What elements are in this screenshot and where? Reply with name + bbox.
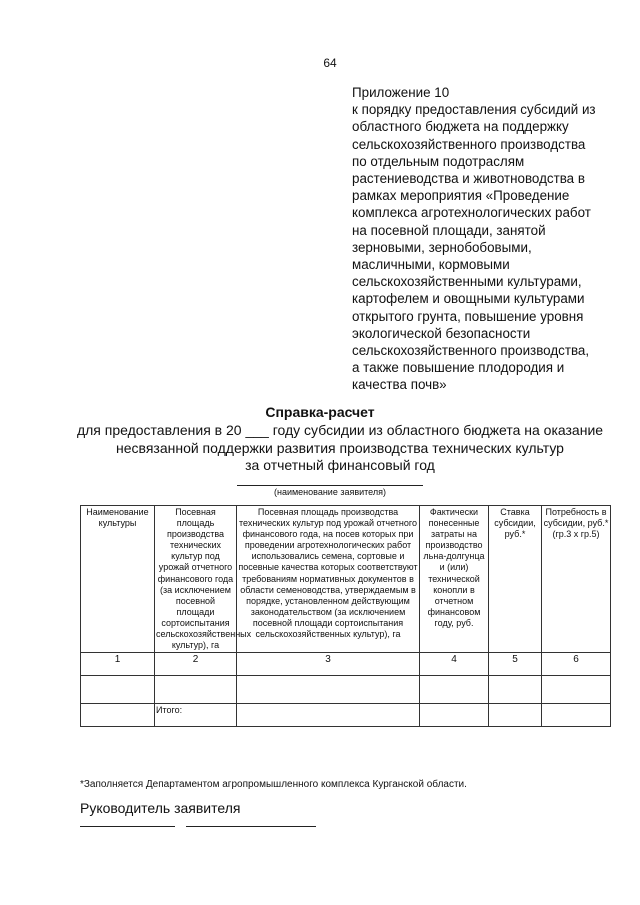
footnote: *Заполняется Департаментом агропромышленного комплекса Курганской области. <box>80 779 467 790</box>
header-cell: Потребность в субсидии, руб.* (гр.3 х гр.5) <box>542 506 611 653</box>
document-title: Справка-расчет <box>265 404 375 420</box>
header-cell: Посевная площадь производства технических культур под урожай отчетного финансового года (за исключением посевной площади сортоиспытания сельскохозяйственных культур), га <box>155 506 237 653</box>
table-cell[interactable] <box>489 704 542 727</box>
table-cell[interactable] <box>542 676 611 704</box>
appendix-line: картофелем и овощными культурами <box>352 291 585 307</box>
calculation-table <box>80 505 611 727</box>
document-subtitle <box>0 422 640 475</box>
column-number: 1 <box>81 653 155 676</box>
header-cell: Фактически понесенные затраты на производство льна-долгунца и (или) технической конопли в отчетном финансовом году, руб. <box>420 506 489 653</box>
appendix-line: по отдельным подотраслям <box>352 153 525 169</box>
subtitle-line: несвязанной поддержки развития производства технических культур <box>116 439 564 456</box>
table-cell[interactable] <box>155 676 237 704</box>
column-number: 2 <box>155 653 237 676</box>
appendix-line: областного бюджета на поддержку <box>352 119 569 135</box>
header-cell: Посевная площадь производства технических культур под урожай отчетного финансового года, на посев которых при проведении агротехнологических работ использовались семена, сортовые и посевные качества которых соответствуют требованиям нормативных документов в области семеноводства, утверждаемым в порядке, установленном действующим законодательством (за исключением посевной площади сортоиспытания сельскохозяйственных культур), га <box>237 506 420 653</box>
total-label: Итого: <box>155 704 237 727</box>
column-number: 3 <box>237 653 420 676</box>
appendix-line: качества почв» <box>352 377 447 393</box>
head-of-applicant-label: Руководитель заявителя <box>80 800 241 816</box>
column-number: 4 <box>420 653 489 676</box>
page-number: 64 <box>323 56 337 70</box>
signature-name-line <box>186 826 316 827</box>
appendix-line: комплекса агротехнологических работ <box>352 205 591 221</box>
column-number: 6 <box>542 653 611 676</box>
appendix-line: а также повышение плодородия и <box>352 360 565 376</box>
table-cell[interactable] <box>542 704 611 727</box>
subtitle-line: за отчетный финансовый год <box>245 457 435 473</box>
table-cell[interactable] <box>489 676 542 704</box>
table-cell <box>81 704 155 727</box>
appendix-line: масличными, кормовыми <box>352 257 510 273</box>
appendix-block <box>352 84 614 394</box>
subtitle-line: для предоставления в 20 ___ году субсидии из областного бюджета на оказание <box>76 422 604 438</box>
table-row <box>81 676 611 704</box>
applicant-caption: (наименование заявителя) <box>273 487 387 497</box>
appendix-line: рамках мероприятия «Проведение <box>352 188 570 204</box>
appendix-line: сельскохозяйственными культурами, <box>352 274 582 290</box>
total-row <box>81 704 611 727</box>
appendix-line: сельскохозяйственного производства, <box>352 343 590 359</box>
table-cell[interactable] <box>237 704 420 727</box>
appendix-line: сельскохозяйственного производства <box>352 136 586 152</box>
table-cell[interactable] <box>81 676 155 704</box>
appendix-line: открытого грунта, повышение уровня <box>352 308 584 324</box>
appendix-line: Приложение 10 <box>352 85 450 100</box>
column-number: 5 <box>489 653 542 676</box>
table-cell[interactable] <box>237 676 420 704</box>
table-cell[interactable] <box>420 676 489 704</box>
appendix-line: растениеводства и животноводства в <box>352 171 585 187</box>
appendix-line: экологической безопасности <box>352 325 531 341</box>
signature-line <box>80 826 175 827</box>
applicant-name-line <box>237 485 423 486</box>
header-cell: Ставка субсидии, руб.* <box>489 506 542 653</box>
appendix-line: на посевной площади, занятой <box>352 222 546 238</box>
table-cell[interactable] <box>420 704 489 727</box>
table-header-row <box>81 506 611 653</box>
header-cell: Наименование культуры <box>81 506 155 653</box>
column-number-row <box>81 653 611 676</box>
appendix-line: зерновыми, зернобобовыми, <box>352 239 532 255</box>
appendix-line: к порядку предоставления субсидий из <box>352 102 596 118</box>
